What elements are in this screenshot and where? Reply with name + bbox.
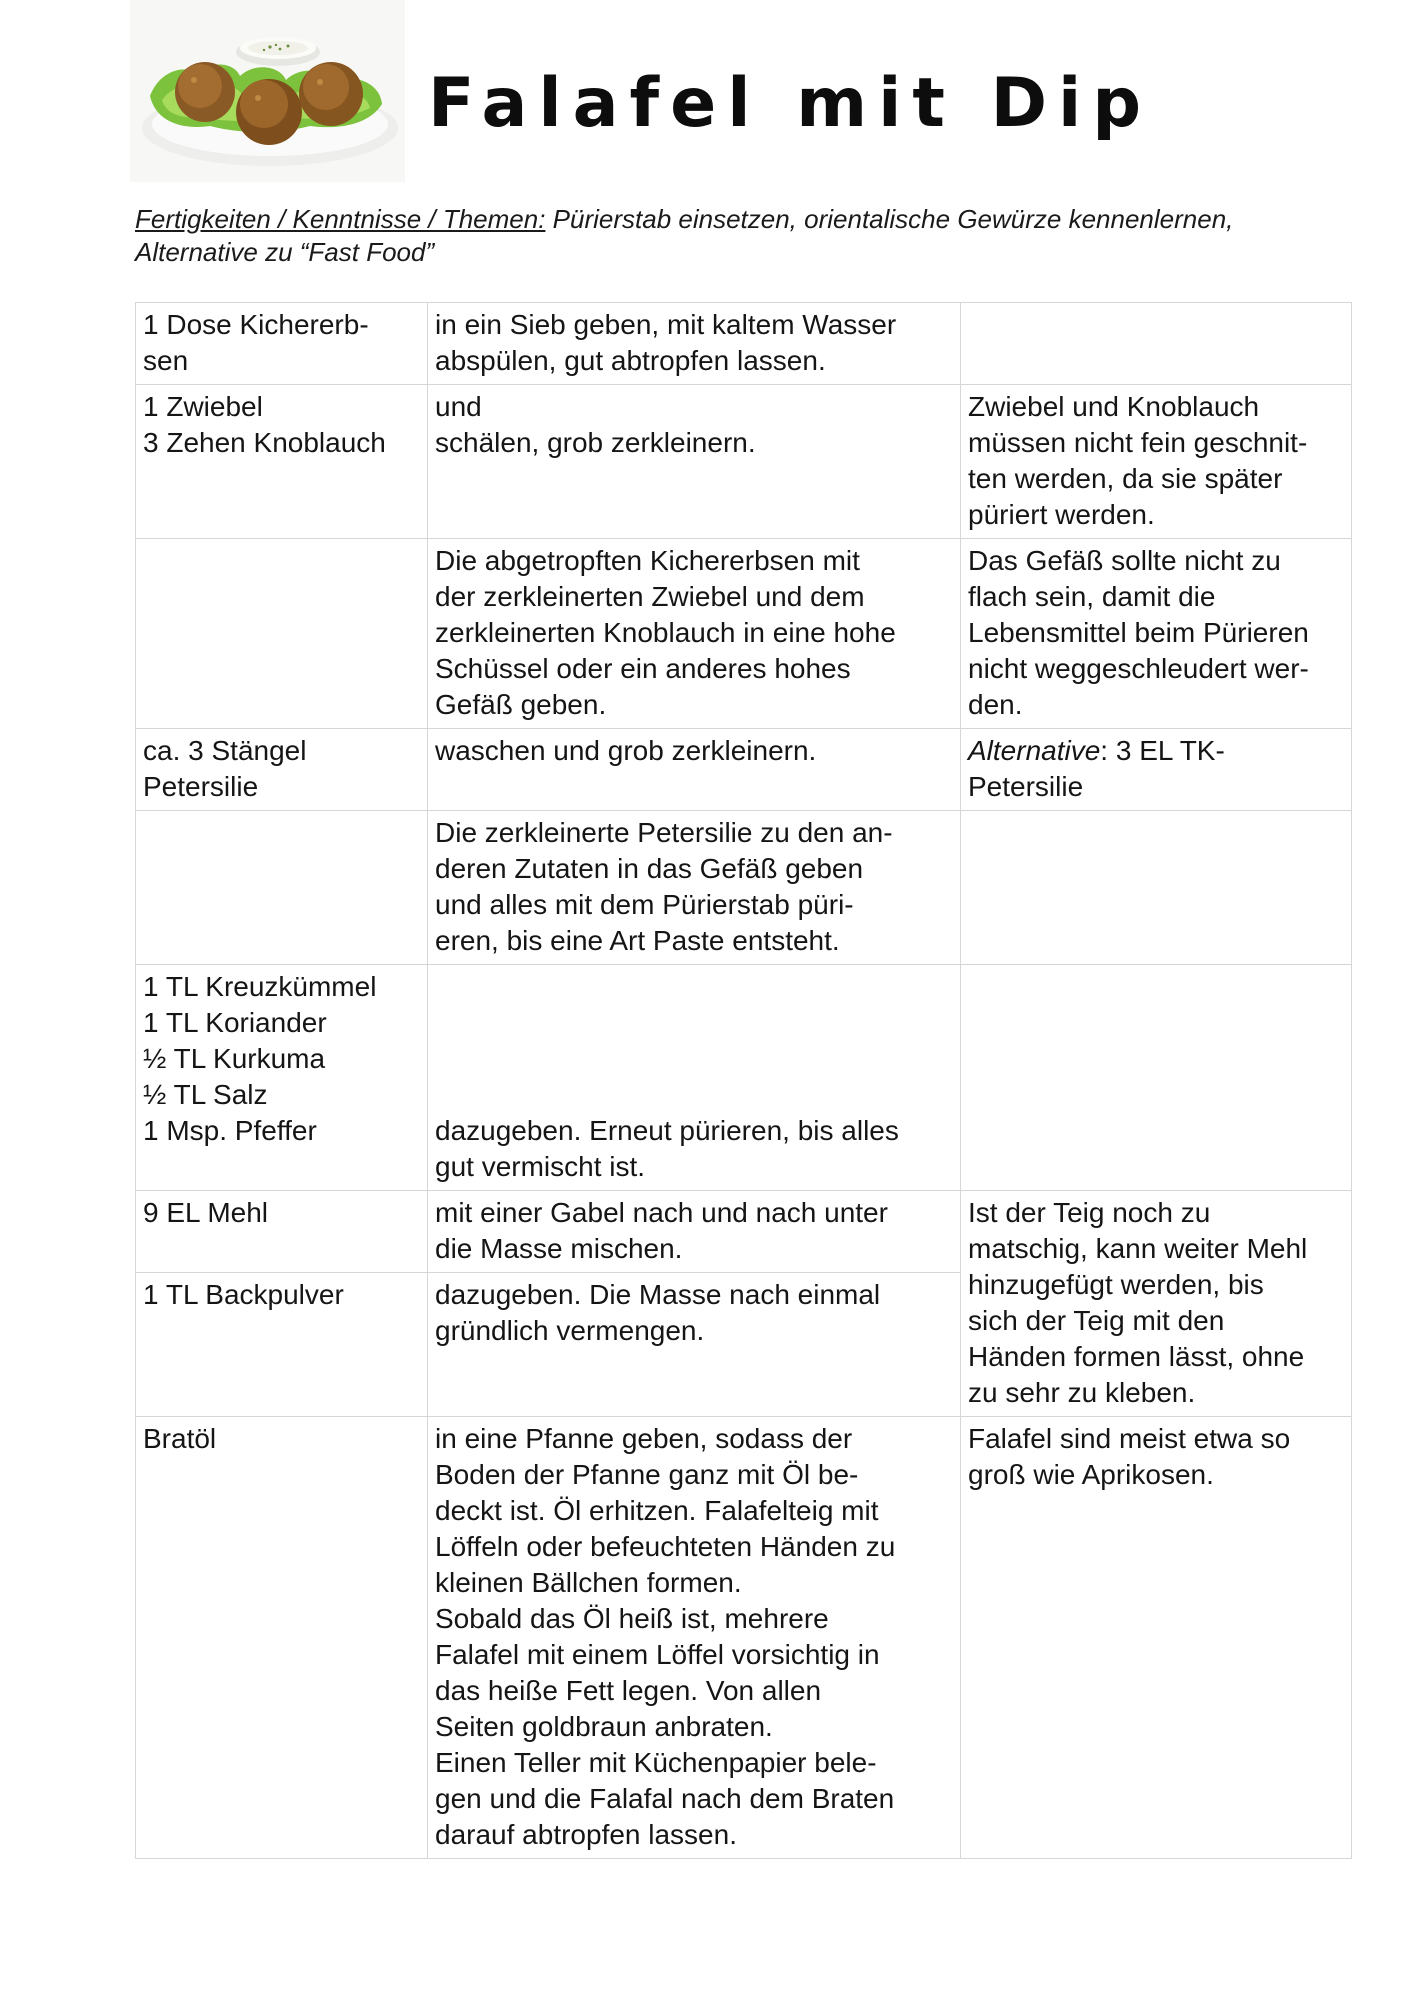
step-line: eren, bis eine Art Paste entsteht. xyxy=(435,925,840,956)
note-line: den. xyxy=(968,689,1023,720)
ingredient-line: 1 TL Backpulver xyxy=(143,1279,344,1310)
note-line: matschig, kann weiter Mehl xyxy=(968,1233,1308,1264)
table-row xyxy=(136,1191,1352,1273)
note-cell xyxy=(961,385,1352,539)
note-line: groß wie Aprikosen. xyxy=(968,1459,1214,1490)
note-cell xyxy=(961,729,1352,811)
ingredient-line: ½ TL Salz xyxy=(143,1079,268,1110)
note-line: Zwiebel und Knoblauch xyxy=(968,391,1260,422)
step-line: Falafel mit einem Löffel vorsichtig in xyxy=(435,1639,880,1670)
step-line: und alles mit dem Pürierstab püri- xyxy=(435,889,854,920)
table-row xyxy=(136,539,1352,729)
step-line: deren Zutaten in das Gefäß geben xyxy=(435,853,864,884)
step-line: dazugeben. Erneut pürieren, bis alles xyxy=(435,1115,899,1146)
table-row xyxy=(136,965,1352,1191)
step-line: die Masse mischen. xyxy=(435,1233,683,1264)
note-line: sich der Teig mit den xyxy=(968,1305,1225,1336)
note-line: Falafel sind meist etwa so xyxy=(968,1423,1291,1454)
skills-text: Pürierstab einsetzen, orientalische Gewürze kennenlernen, Alternative zu “Fast Food” xyxy=(135,204,1234,267)
step-line: waschen und grob zerkleinern. xyxy=(435,735,817,766)
step-cell xyxy=(428,303,961,385)
step-cell xyxy=(428,1417,961,1859)
ingredient-cell xyxy=(136,303,428,385)
note-cell xyxy=(961,1191,1352,1417)
table-row xyxy=(136,385,1352,539)
skills-label: Fertigkeiten / Kenntnisse / Themen: xyxy=(135,204,546,234)
step-line: gut vermischt ist. xyxy=(435,1151,646,1182)
step-line: Die zerkleinerte Petersilie zu den an- xyxy=(435,817,893,848)
step-line: deckt ist. Öl erhitzen. Falafelteig mit xyxy=(435,1495,879,1526)
step-line: mit einer Gabel nach und nach unter xyxy=(435,1197,888,1228)
note-line: Händen formen lässt, ohne xyxy=(968,1341,1305,1372)
note-line: Das Gefäß sollte nicht zu xyxy=(968,545,1281,576)
ingredient-line: 1 Zwiebel xyxy=(143,391,263,422)
step-line: das heiße Fett legen. Von allen xyxy=(435,1675,822,1706)
ingredient-line: 3 Zehen Knoblauch xyxy=(143,427,386,458)
note-cell xyxy=(961,539,1352,729)
step-line: Sobald das Öl heiß ist, mehrere xyxy=(435,1603,829,1634)
step-cell xyxy=(428,539,961,729)
step-line: und xyxy=(435,391,482,422)
ingredient-line: ½ TL Kurkuma xyxy=(143,1043,326,1074)
table-row xyxy=(136,303,1352,385)
step-line: Einen Teller mit Küchenpapier bele- xyxy=(435,1747,877,1778)
ingredient-line: 1 Dose Kichererb- xyxy=(143,309,369,340)
ingredient-cell xyxy=(136,539,428,729)
note-line: hinzugefügt werden, bis xyxy=(968,1269,1264,1300)
step-line: in ein Sieb geben, mit kaltem Wasser xyxy=(435,309,897,340)
skills-line xyxy=(135,203,1355,269)
step-line: dazugeben. Die Masse nach einmal xyxy=(435,1279,881,1310)
ingredient-line: 1 TL Kreuzkümmel xyxy=(143,971,377,1002)
note-cell xyxy=(961,1417,1352,1859)
step-line: der zerkleinerten Zwiebel und dem xyxy=(435,581,865,612)
step-line: schälen, grob zerkleinern. xyxy=(435,427,756,458)
ingredient-cell xyxy=(136,385,428,539)
ingredient-cell xyxy=(136,1191,428,1273)
step-line: gründlich vermengen. xyxy=(435,1315,705,1346)
step-line: abspülen, gut abtropfen lassen. xyxy=(435,345,826,376)
note-line: zu sehr zu kleben. xyxy=(968,1377,1196,1408)
step-line: Gefäß geben. xyxy=(435,689,607,720)
step-line: zerkleinerten Knoblauch in eine hohe xyxy=(435,617,896,648)
table-row xyxy=(136,729,1352,811)
note-line xyxy=(968,733,1344,769)
step-line: Boden der Pfanne ganz mit Öl be- xyxy=(435,1459,859,1490)
note-line: püriert werden. xyxy=(968,499,1155,530)
alternative-label: Alternative xyxy=(968,735,1101,766)
alternative-text: : 3 EL TK- xyxy=(1100,735,1225,766)
table-row xyxy=(136,1417,1352,1859)
step-cell xyxy=(428,1191,961,1273)
ingredient-line: Petersilie xyxy=(143,771,259,802)
step-line: Löffeln oder befeuchteten Händen zu xyxy=(435,1531,896,1562)
falafel-photo xyxy=(130,0,405,182)
ingredient-cell xyxy=(136,729,428,811)
note-cell xyxy=(961,303,1352,385)
note-line: müssen nicht fein geschnit- xyxy=(968,427,1308,458)
step-line: Seiten goldbraun anbraten. xyxy=(435,1711,773,1742)
ingredient-cell xyxy=(136,1417,428,1859)
ingredient-line: 1 TL Koriander xyxy=(143,1007,327,1038)
step-line: gen und die Falafal nach dem Braten xyxy=(435,1783,895,1814)
step-line: darauf abtropfen lassen. xyxy=(435,1819,737,1850)
ingredient-line: Bratöl xyxy=(143,1423,217,1454)
step-line: kleinen Bällchen formen. xyxy=(435,1567,742,1598)
recipe-title: Falafel mit Dip xyxy=(428,64,1153,143)
step-cell xyxy=(428,385,961,539)
ingredient-cell xyxy=(136,965,428,1191)
note-cell xyxy=(961,965,1352,1191)
note-cell xyxy=(961,811,1352,965)
note-line: Ist der Teig noch zu xyxy=(968,1197,1211,1228)
note-line: Petersilie xyxy=(968,771,1084,802)
ingredient-cell xyxy=(136,1273,428,1417)
step-line: in eine Pfanne geben, sodass der xyxy=(435,1423,853,1454)
step-cell xyxy=(428,1273,961,1417)
note-line: nicht weggeschleudert wer- xyxy=(968,653,1309,684)
note-line: flach sein, damit die xyxy=(968,581,1216,612)
step-cell xyxy=(428,965,961,1191)
ingredient-line: 9 EL Mehl xyxy=(143,1197,269,1228)
ingredient-line: 1 Msp. Pfeffer xyxy=(143,1115,317,1146)
recipe-table xyxy=(135,302,1352,1859)
ingredient-line: sen xyxy=(143,345,189,376)
note-line: ten werden, da sie später xyxy=(968,463,1283,494)
step-line: Die abgetropften Kichererbsen mit xyxy=(435,545,860,576)
table-row xyxy=(136,811,1352,965)
step-cell xyxy=(428,729,961,811)
ingredient-cell xyxy=(136,811,428,965)
step-line: Schüssel oder ein anderes hohes xyxy=(435,653,851,684)
ingredient-line: ca. 3 Stängel xyxy=(143,735,307,766)
step-cell xyxy=(428,811,961,965)
note-line: Lebensmittel beim Pürieren xyxy=(968,617,1309,648)
